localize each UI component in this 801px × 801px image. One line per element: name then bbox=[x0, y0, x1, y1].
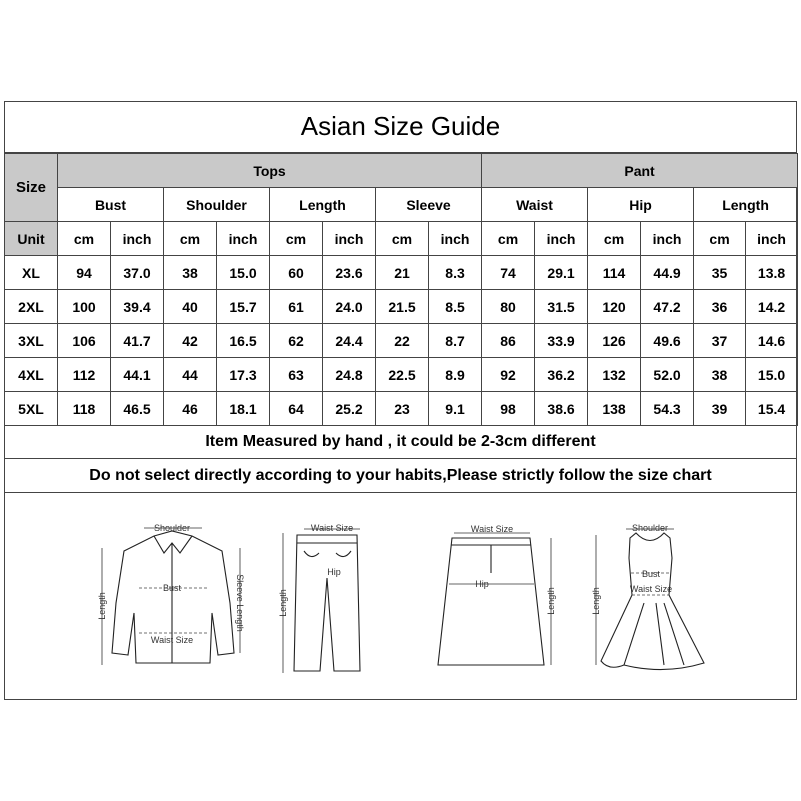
size-cell: 4XL bbox=[5, 358, 58, 392]
value-cell: 46 bbox=[164, 392, 217, 426]
unit-cell: inch bbox=[429, 222, 482, 256]
size-table bbox=[4, 153, 798, 426]
value-cell: 37.0 bbox=[111, 256, 164, 290]
value-cell: 23 bbox=[376, 392, 429, 426]
shirt-shoulder-label: Shoulder bbox=[153, 523, 191, 533]
skirt-length-label: Length bbox=[546, 587, 556, 615]
value-cell: 15.0 bbox=[217, 256, 270, 290]
size-cell: 2XL bbox=[5, 290, 58, 324]
unit-cell: inch bbox=[746, 222, 798, 256]
value-cell: 24.8 bbox=[323, 358, 376, 392]
size-cell: XL bbox=[5, 256, 58, 290]
value-cell: 17.3 bbox=[217, 358, 270, 392]
size-rows bbox=[5, 256, 798, 426]
unit-cell: cm bbox=[588, 222, 641, 256]
pants-waist-label: Waist Size bbox=[310, 523, 354, 533]
value-cell: 18.1 bbox=[217, 392, 270, 426]
value-cell: 132 bbox=[588, 358, 641, 392]
value-cell: 24.0 bbox=[323, 290, 376, 324]
value-cell: 98 bbox=[482, 392, 535, 426]
value-cell: 24.4 bbox=[323, 324, 376, 358]
value-cell: 114 bbox=[588, 256, 641, 290]
value-cell: 15.0 bbox=[746, 358, 798, 392]
value-cell: 14.6 bbox=[746, 324, 798, 358]
value-cell: 8.9 bbox=[429, 358, 482, 392]
skirt-diagram bbox=[438, 524, 556, 665]
unit-cell: cm bbox=[482, 222, 535, 256]
value-cell: 39 bbox=[694, 392, 746, 426]
value-cell: 37 bbox=[694, 324, 746, 358]
unit-cell: inch bbox=[641, 222, 694, 256]
follow-chart-note: Do not select directly according to your habits,Please strictly follow the size chart bbox=[4, 459, 797, 493]
value-cell: 25.2 bbox=[323, 392, 376, 426]
value-cell: 62 bbox=[270, 324, 323, 358]
value-cell: 40 bbox=[164, 290, 217, 324]
measure-header: Sleeve bbox=[376, 188, 482, 222]
measure-header-row bbox=[5, 188, 798, 222]
table-row bbox=[5, 256, 798, 290]
value-cell: 15.7 bbox=[217, 290, 270, 324]
value-cell: 112 bbox=[58, 358, 111, 392]
measure-header: Bust bbox=[58, 188, 164, 222]
pants-diagram bbox=[278, 523, 360, 673]
value-cell: 29.1 bbox=[535, 256, 588, 290]
shirt-bust-label: Bust bbox=[162, 583, 182, 593]
value-cell: 15.4 bbox=[746, 392, 798, 426]
value-cell: 49.6 bbox=[641, 324, 694, 358]
value-cell: 38.6 bbox=[535, 392, 588, 426]
value-cell: 39.4 bbox=[111, 290, 164, 324]
shirt-waist-label: Waist Size bbox=[150, 635, 194, 645]
value-cell: 36.2 bbox=[535, 358, 588, 392]
value-cell: 44.1 bbox=[111, 358, 164, 392]
value-cell: 21 bbox=[376, 256, 429, 290]
value-cell: 54.3 bbox=[641, 392, 694, 426]
size-header: Size bbox=[5, 154, 58, 222]
value-cell: 60 bbox=[270, 256, 323, 290]
shirt-sleeve-label: Sleeve Length bbox=[235, 574, 245, 632]
unit-cell: inch bbox=[111, 222, 164, 256]
value-cell: 21.5 bbox=[376, 290, 429, 324]
tops-header: Tops bbox=[58, 154, 482, 188]
value-cell: 100 bbox=[58, 290, 111, 324]
unit-row bbox=[5, 222, 798, 256]
pants-length-label: Length bbox=[278, 589, 288, 617]
measure-header: Length bbox=[694, 188, 798, 222]
value-cell: 36 bbox=[694, 290, 746, 324]
value-cell: 31.5 bbox=[535, 290, 588, 324]
value-cell: 8.7 bbox=[429, 324, 482, 358]
table-row bbox=[5, 290, 798, 324]
value-cell: 23.6 bbox=[323, 256, 376, 290]
measurement-diagrams bbox=[4, 493, 797, 700]
value-cell: 44.9 bbox=[641, 256, 694, 290]
measure-header: Waist bbox=[482, 188, 588, 222]
value-cell: 8.5 bbox=[429, 290, 482, 324]
shirt-diagram bbox=[97, 523, 245, 665]
value-cell: 41.7 bbox=[111, 324, 164, 358]
skirt-hip-label: Hip bbox=[475, 579, 489, 589]
value-cell: 14.2 bbox=[746, 290, 798, 324]
value-cell: 13.8 bbox=[746, 256, 798, 290]
value-cell: 63 bbox=[270, 358, 323, 392]
value-cell: 46.5 bbox=[111, 392, 164, 426]
page-title: Asian Size Guide bbox=[4, 101, 797, 153]
unit-cell: cm bbox=[164, 222, 217, 256]
size-cell: 5XL bbox=[5, 392, 58, 426]
value-cell: 106 bbox=[58, 324, 111, 358]
value-cell: 33.9 bbox=[535, 324, 588, 358]
measured-by-hand-note: Item Measured by hand , it could be 2-3cm different bbox=[4, 426, 797, 459]
dress-diagram bbox=[591, 523, 704, 670]
table-row bbox=[5, 324, 798, 358]
value-cell: 61 bbox=[270, 290, 323, 324]
dress-shoulder-label: Shoulder bbox=[631, 523, 669, 533]
value-cell: 42 bbox=[164, 324, 217, 358]
value-cell: 92 bbox=[482, 358, 535, 392]
unit-cell: cm bbox=[58, 222, 111, 256]
measure-header: Hip bbox=[588, 188, 694, 222]
dress-length-label: Length bbox=[591, 587, 601, 615]
value-cell: 94 bbox=[58, 256, 111, 290]
size-cell: 3XL bbox=[5, 324, 58, 358]
value-cell: 9.1 bbox=[429, 392, 482, 426]
unit-cell: cm bbox=[376, 222, 429, 256]
value-cell: 44 bbox=[164, 358, 217, 392]
unit-cell: cm bbox=[694, 222, 746, 256]
unit-cell: cm bbox=[270, 222, 323, 256]
value-cell: 35 bbox=[694, 256, 746, 290]
value-cell: 8.3 bbox=[429, 256, 482, 290]
value-cell: 80 bbox=[482, 290, 535, 324]
unit-header: Unit bbox=[5, 222, 58, 256]
measure-header: Length bbox=[270, 188, 376, 222]
shirt-length-label: Length bbox=[97, 592, 107, 620]
table-row bbox=[5, 358, 798, 392]
value-cell: 16.5 bbox=[217, 324, 270, 358]
unit-cell: inch bbox=[217, 222, 270, 256]
value-cell: 64 bbox=[270, 392, 323, 426]
value-cell: 74 bbox=[482, 256, 535, 290]
table-row bbox=[5, 392, 798, 426]
unit-cell: inch bbox=[535, 222, 588, 256]
value-cell: 47.2 bbox=[641, 290, 694, 324]
measure-header: Shoulder bbox=[164, 188, 270, 222]
dress-waist-label: Waist Size bbox=[629, 584, 673, 594]
value-cell: 38 bbox=[694, 358, 746, 392]
diagram-svg bbox=[4, 493, 797, 700]
value-cell: 22.5 bbox=[376, 358, 429, 392]
pant-header: Pant bbox=[482, 154, 798, 188]
value-cell: 86 bbox=[482, 324, 535, 358]
value-cell: 120 bbox=[588, 290, 641, 324]
unit-cell: inch bbox=[323, 222, 376, 256]
value-cell: 38 bbox=[164, 256, 217, 290]
value-cell: 138 bbox=[588, 392, 641, 426]
value-cell: 22 bbox=[376, 324, 429, 358]
pants-hip-label: Hip bbox=[327, 567, 341, 577]
dress-bust-label: Bust bbox=[641, 569, 661, 579]
value-cell: 118 bbox=[58, 392, 111, 426]
value-cell: 52.0 bbox=[641, 358, 694, 392]
group-header-row bbox=[5, 154, 798, 188]
skirt-waist-label: Waist Size bbox=[470, 524, 514, 534]
value-cell: 126 bbox=[588, 324, 641, 358]
